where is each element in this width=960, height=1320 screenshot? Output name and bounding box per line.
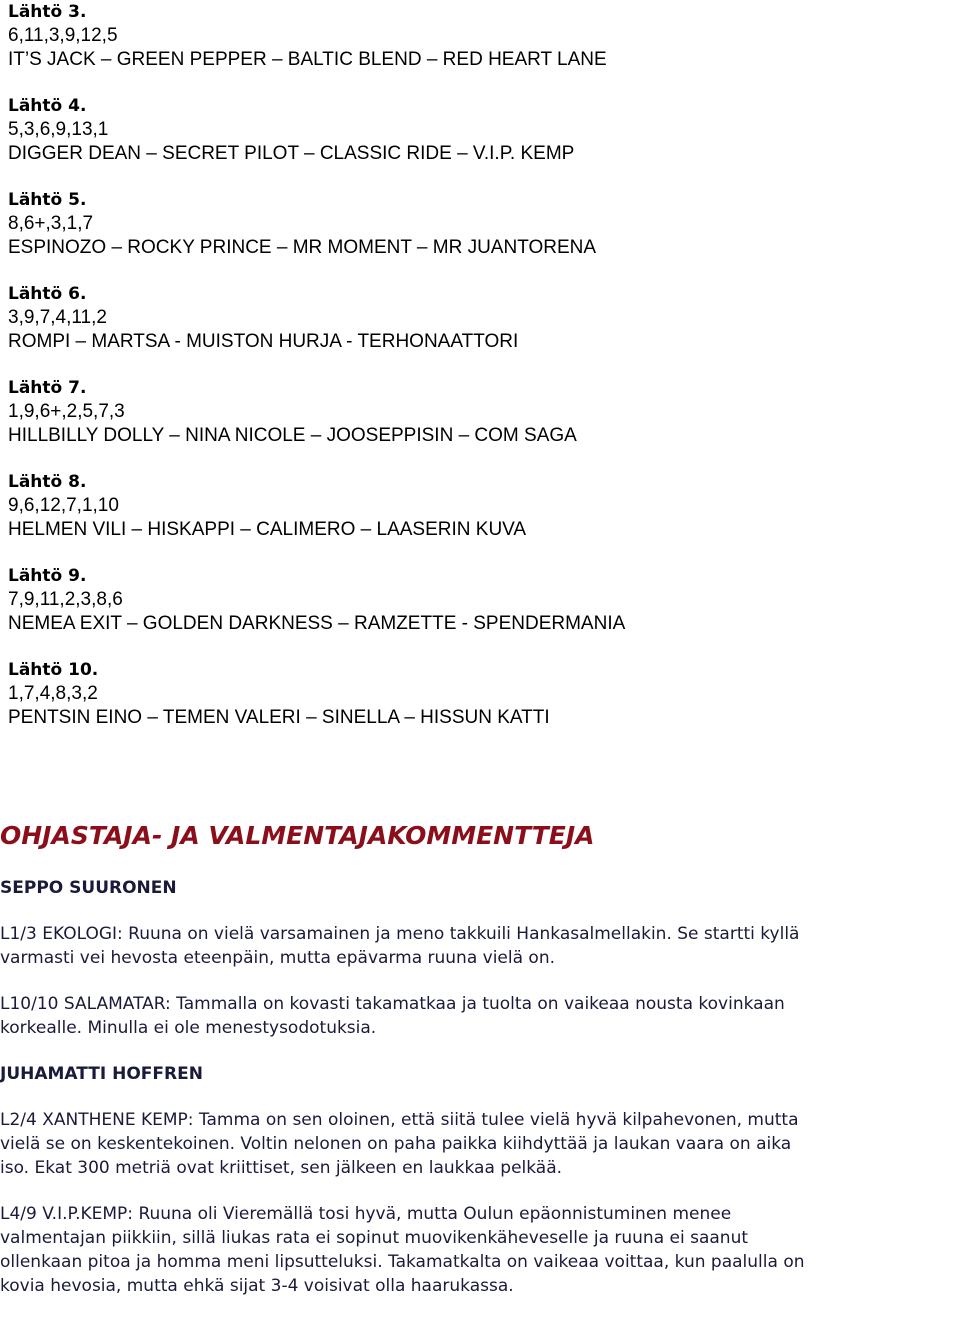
comment-line: L2/4 XANTHENE KEMP: Tamma on sen oloinen, että siitä tulee vielä hyvä kilpahevonen, mutta bbox=[0, 1110, 799, 1130]
race-title: Lähtö 8. bbox=[8, 472, 87, 492]
comment-line: L10/10 SALAMATAR: Tammalla on kovasti takamatkaa ja tuolta on vaikeaa nousta kovinkaan bbox=[0, 994, 785, 1014]
race-title: Lähtö 7. bbox=[8, 378, 87, 398]
race-title: Lähtö 4. bbox=[8, 96, 87, 116]
person-name: JUHAMATTI HOFFREN bbox=[0, 1064, 203, 1084]
comments-section bbox=[0, 876, 952, 1320]
race-picks: 9,6,12,7,1,10 bbox=[8, 495, 119, 516]
race-picks: 7,9,11,2,3,8,6 bbox=[8, 589, 123, 610]
race-picks: 1,7,4,8,3,2 bbox=[8, 683, 98, 704]
race-list bbox=[8, 0, 960, 730]
race-horses: ROMPI – MARTSA - MUISTON HURJA - TERHONAATTORI bbox=[8, 331, 519, 352]
race-block bbox=[8, 0, 960, 72]
race-picks: 8,6+,3,1,7 bbox=[8, 213, 94, 234]
comment-line: ollenkaan pitoa ja homma meni lipsutteluksi. Takamatkalta on vaikeaa voittaa, kun paalulla on bbox=[0, 1252, 805, 1272]
comment-line: iso. Ekat 300 metriä ovat kriittiset, sen jälkeen en laukkaa pelkää. bbox=[0, 1158, 563, 1178]
race-horses: HILLBILLY DOLLY – NINA NICOLE – JOOSEPPISIN – COM SAGA bbox=[8, 425, 577, 446]
race-block bbox=[8, 658, 960, 730]
race-block bbox=[8, 470, 960, 542]
race-block bbox=[8, 188, 960, 260]
race-block bbox=[8, 564, 960, 636]
comment-paragraph bbox=[0, 992, 952, 1040]
race-horses: PENTSIN EINO – TEMEN VALERI – SINELLA – HISSUN KATTI bbox=[8, 707, 550, 728]
comment-paragraph bbox=[0, 1202, 952, 1298]
comment-line: korkealle. Minulla ei ole menestysodotuksia. bbox=[0, 1018, 377, 1038]
race-picks: 3,9,7,4,11,2 bbox=[8, 307, 107, 328]
race-title: Lähtö 9. bbox=[8, 566, 87, 586]
comment-paragraph bbox=[0, 922, 952, 970]
race-horses: DIGGER DEAN – SECRET PILOT – CLASSIC RIDE – V.I.P. KEMP bbox=[8, 143, 575, 164]
race-title: Lähtö 5. bbox=[8, 190, 87, 210]
comment-line: L1/3 EKOLOGI: Ruuna on vielä varsamainen ja meno takkuili Hankasalmellakin. Se startti kyllä bbox=[0, 924, 800, 944]
race-block bbox=[8, 376, 960, 448]
race-title: Lähtö 10. bbox=[8, 660, 99, 680]
race-picks: 6,11,3,9,12,5 bbox=[8, 25, 118, 46]
race-title: Lähtö 6. bbox=[8, 284, 87, 304]
race-picks: 1,9,6+,2,5,7,3 bbox=[8, 401, 125, 422]
comment-line: varmasti vei hevosta eteenpäin, mutta epävarma ruuna vielä on. bbox=[0, 948, 556, 968]
comment-line: L4/9 V.I.P.KEMP: Ruuna oli Vieremällä tosi hyvä, mutta Oulun epäonnistuminen menee bbox=[0, 1204, 732, 1224]
race-horses: NEMEA EXIT – GOLDEN DARKNESS – RAMZETTE - SPENDERMANIA bbox=[8, 613, 626, 634]
race-block bbox=[8, 282, 960, 354]
comment-line: vielä se on keskentekoinen. Voltin nelonen on paha paikka kiihdyttää ja laukan vaara on aika bbox=[0, 1134, 792, 1154]
document-page bbox=[8, 0, 960, 752]
race-horses: IT’S JACK – GREEN PEPPER – BALTIC BLEND – RED HEART LANE bbox=[8, 49, 607, 70]
comment-line: valmentajan piikkiin, sillä liukas rata ei sopinut muovikenkäheveselle ja ruuna ei saanut bbox=[0, 1228, 749, 1248]
comment-paragraph bbox=[0, 1108, 952, 1180]
person-name: SEPPO SUURONEN bbox=[0, 878, 177, 898]
race-horses: ESPINOZO – ROCKY PRINCE – MR MOMENT – MR JUANTORENA bbox=[8, 237, 597, 258]
comment-line: kovia hevosia, mutta ehkä sijat 3-4 voisivat olla haarukassa. bbox=[0, 1276, 514, 1296]
race-block bbox=[8, 94, 960, 166]
section-title: OHJASTAJA- JA VALMENTAJAKOMMENTTEJA bbox=[0, 821, 595, 850]
race-horses: HELMEN VILI – HISKAPPI – CALIMERO – LAASERIN KUVA bbox=[8, 519, 527, 540]
race-title: Lähtö 3. bbox=[8, 2, 87, 22]
race-picks: 5,3,6,9,13,1 bbox=[8, 119, 109, 140]
